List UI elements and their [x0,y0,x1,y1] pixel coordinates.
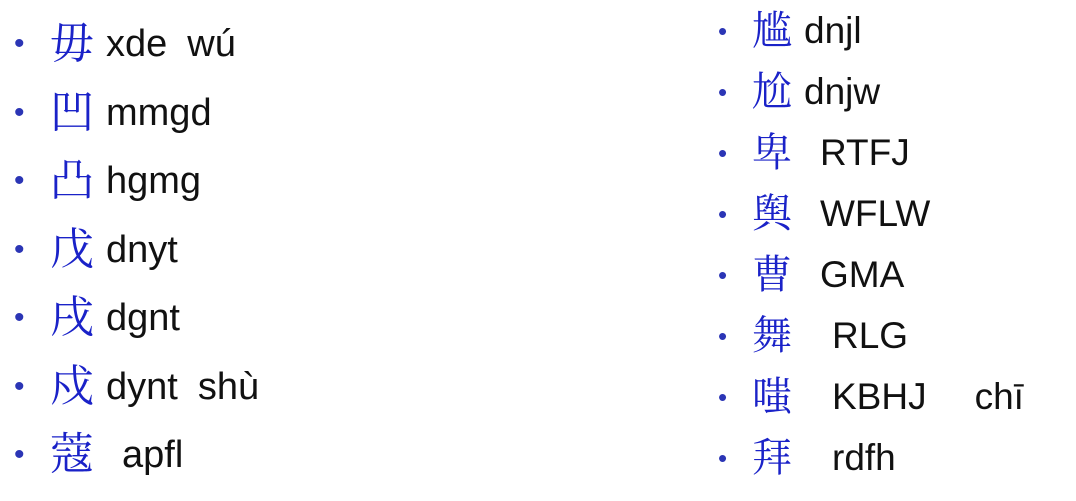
chinese-character: 凹 [50,86,94,138]
chinese-character: 舆 [752,190,792,237]
chinese-character: 凸 [50,155,94,207]
list-item-bai [718,427,1024,488]
chinese-character: 曹 [752,251,792,298]
list-item-wu3 [718,305,1024,366]
list-item-chi [718,366,1024,427]
list-item-yu [718,183,1024,244]
list-item-cao [718,244,1024,305]
list-item-tu [14,147,259,216]
wubi-code: dgnt [106,297,180,340]
wubi-code: KBHJ [832,376,927,417]
bullet-icon: • [718,259,728,290]
chinese-character: 戍 [50,360,94,412]
bullet-icon: • [718,137,728,168]
wubi-code: mmgd [106,91,212,134]
wubi-code: dnyt [106,228,178,271]
list-item-kou [14,421,259,490]
bullet-icon: • [718,15,728,46]
wubi-code: xde [106,23,168,66]
right-list [718,0,1024,488]
list-item-ao [14,79,259,148]
bullet-icon: • [14,27,25,61]
wubi-code: dnjw [804,71,881,112]
list-item-bei [718,122,1024,183]
list-item-ga [718,61,1024,122]
chinese-character: 尬 [752,68,792,115]
bullet-icon: • [718,320,728,351]
bullet-icon: • [14,164,25,198]
bullet-icon: • [14,369,25,403]
bullet-icon: • [718,381,728,412]
wubi-code: dynt [106,365,178,408]
wubi-code: rdfh [832,437,896,478]
left-list [14,10,259,490]
chinese-character: 舞 [752,312,792,359]
chinese-character: 戌 [50,292,94,344]
bullet-icon: • [718,442,728,473]
bullet-icon: • [14,438,25,472]
chinese-character: 拜 [752,434,792,481]
list-item-gan [718,0,1024,61]
wubi-code: RTFJ [820,132,910,173]
list-item-wu4 [14,216,259,285]
chinese-character: 尴 [752,7,792,54]
pinyin: wú [187,23,236,66]
wubi-code: WFLW [820,193,931,234]
wubi-code: GMA [820,254,905,295]
bullet-icon: • [14,95,25,129]
chinese-character: 蔻 [50,429,94,481]
chinese-character: 嗤 [752,373,792,420]
wubi-code: apfl [122,434,184,477]
pinyin: shù [197,365,260,408]
chinese-character: 戊 [50,223,94,275]
bullet-icon: • [14,232,25,266]
chinese-character: 毋 [50,18,94,70]
chinese-character: 卑 [752,129,792,176]
bullet-icon: • [718,76,728,107]
list-item-wu [14,10,259,79]
wubi-code: hgmg [106,160,202,203]
wubi-code: RLG [832,315,909,356]
bullet-icon: • [718,198,728,229]
bullet-icon: • [14,301,25,335]
wubi-code: dnjl [804,10,862,51]
list-item-shu [14,353,259,422]
list-item-xu [14,284,259,353]
pinyin: chī [974,376,1024,417]
